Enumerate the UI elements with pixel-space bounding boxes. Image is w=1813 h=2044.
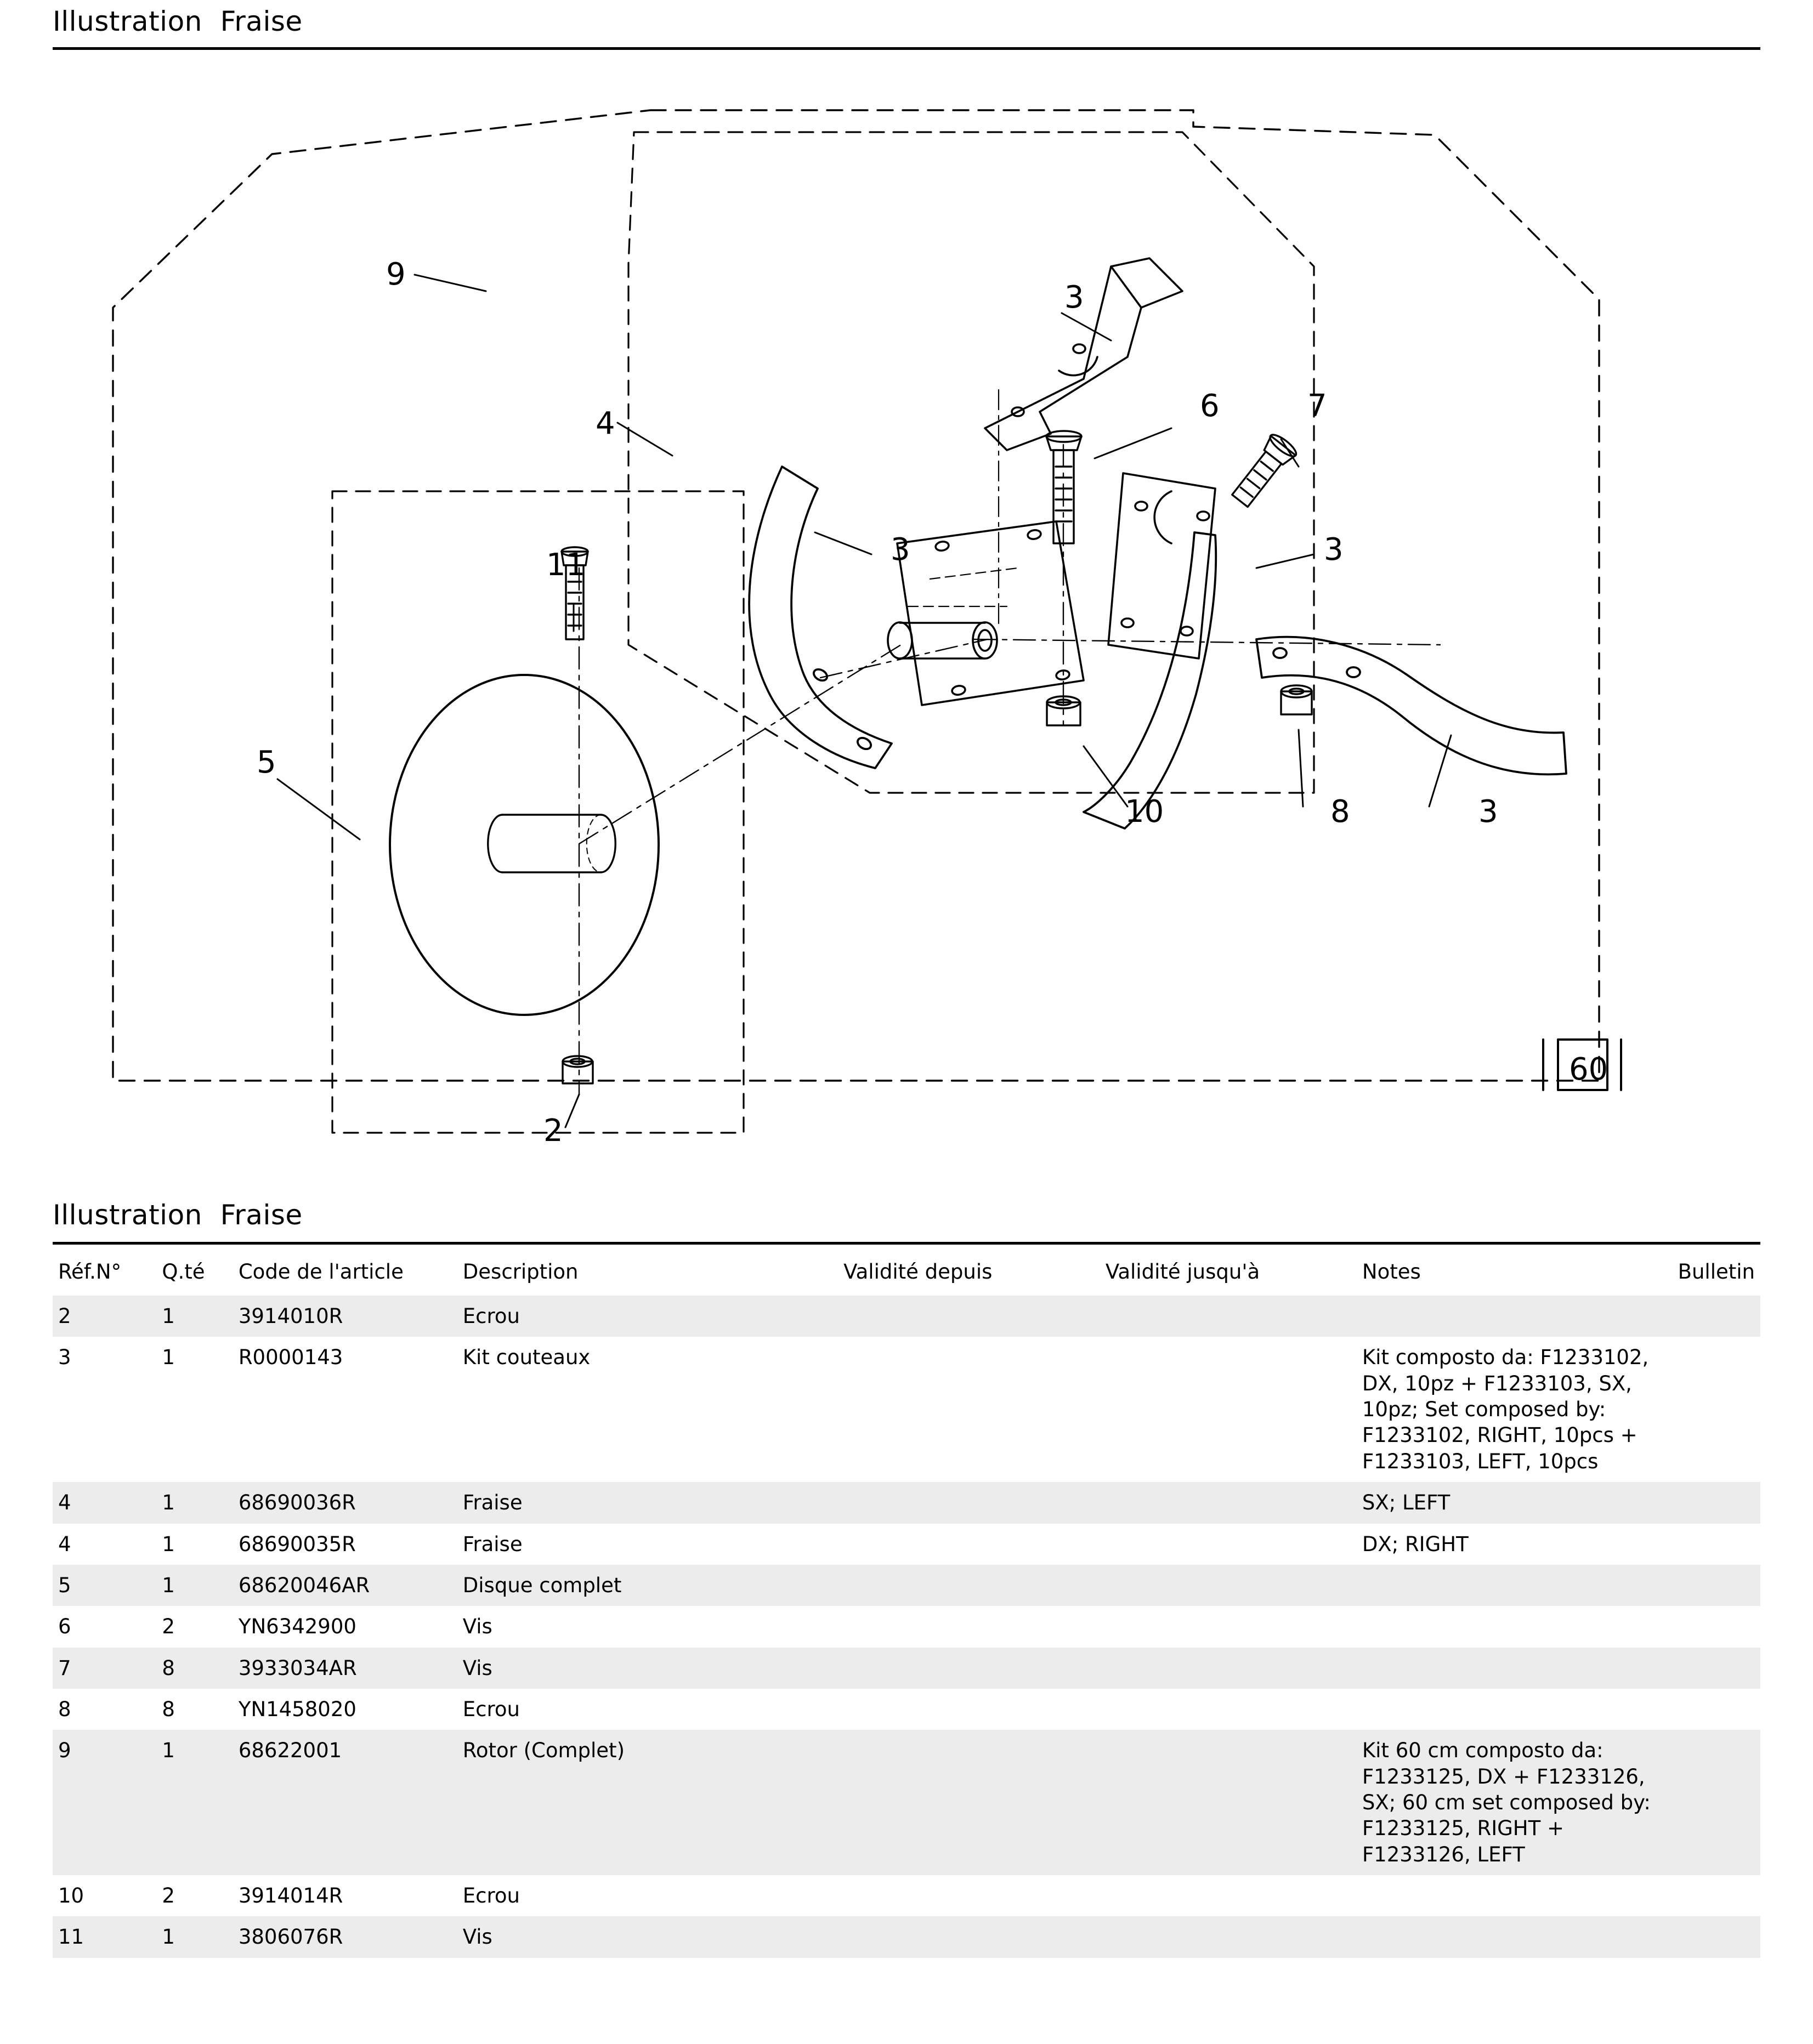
cell-bulletin	[1673, 1606, 1760, 1647]
cell-notes: Kit 60 cm composto da: F1233125, DX + F1233126, SX; 60 cm set composed by: F1233125, RIGHT + F1233126, LEFT	[1357, 1730, 1673, 1875]
table-row	[53, 1875, 1760, 1916]
cell-code: 68690036R	[233, 1482, 457, 1523]
header-valid-from: Validité depuis	[843, 1260, 993, 1284]
cell-qty: 1	[162, 1345, 175, 1370]
header-qty: Q.té	[162, 1260, 205, 1284]
cell-bulletin	[1673, 1648, 1760, 1689]
cell-notes	[1357, 1916, 1673, 1957]
cell-qty: 1	[162, 1532, 175, 1556]
cell-notes	[1357, 1565, 1673, 1606]
table-row	[53, 1524, 1760, 1565]
callout-8: 8	[1330, 794, 1350, 830]
cell-valid-from	[838, 1524, 1100, 1565]
callout-4: 4	[596, 406, 615, 441]
cell-valid-to	[1100, 1524, 1357, 1565]
header-code: Code de l'article	[238, 1260, 404, 1284]
cell-qty: 1	[156, 1916, 233, 1957]
cell-code: YN6342900	[238, 1615, 356, 1639]
table-row	[53, 1648, 1760, 1689]
cell-code: 3806076R	[233, 1916, 457, 1957]
cell-description: Ecrou	[457, 1296, 838, 1337]
table-row	[53, 1689, 1760, 1730]
cell-description: Vis	[457, 1916, 838, 1957]
callout-11: 11	[546, 547, 586, 583]
callout-10: 10	[1125, 794, 1164, 830]
cell-bulletin	[1673, 1296, 1760, 1337]
cell-bulletin	[1673, 1916, 1760, 1957]
cell-valid-from	[838, 1482, 1100, 1523]
cell-ref: 3	[58, 1345, 71, 1370]
cell-valid-from	[838, 1730, 1100, 1875]
cell-ref: 10	[58, 1884, 84, 1908]
cell-valid-to	[1100, 1689, 1357, 1730]
table-row	[53, 1565, 1760, 1606]
cell-valid-to	[1100, 1296, 1357, 1337]
page-badge-number: 60	[1569, 1052, 1608, 1087]
cell-notes	[1357, 1296, 1673, 1337]
cell-qty: 2	[162, 1884, 175, 1908]
table-row	[53, 1730, 1760, 1875]
title-rule-bottom	[53, 1242, 1760, 1245]
header-bulletin: Bulletin	[1678, 1260, 1755, 1284]
cell-valid-to	[1100, 1482, 1357, 1523]
cell-ref: 11	[53, 1916, 156, 1957]
cell-ref: 4	[53, 1482, 156, 1523]
cell-description: Vis	[462, 1615, 492, 1639]
header-valid-to: Validité jusqu'à	[1105, 1260, 1260, 1284]
cell-code: R0000143	[238, 1345, 343, 1370]
cell-qty: 8	[162, 1697, 175, 1721]
cell-valid-to	[1100, 1648, 1357, 1689]
parts-table-body	[53, 1296, 1760, 1958]
cell-qty: 2	[162, 1615, 175, 1639]
cell-valid-from	[838, 1296, 1100, 1337]
parts-table	[53, 1250, 1760, 1958]
callout-7: 7	[1307, 388, 1327, 424]
cell-code: YN1458020	[238, 1697, 356, 1721]
cell-qty: 1	[156, 1482, 233, 1523]
cell-valid-to	[1100, 1606, 1357, 1647]
cell-valid-from	[838, 1606, 1100, 1647]
table-row	[53, 1482, 1760, 1523]
cell-ref: 4	[58, 1532, 71, 1556]
table-row	[53, 1337, 1760, 1482]
callout-3a: 3	[1064, 280, 1084, 315]
callout-2: 2	[543, 1113, 563, 1149]
cell-qty: 1	[156, 1296, 233, 1337]
cell-ref: 9	[53, 1730, 156, 1875]
cell-description: Vis	[457, 1648, 838, 1689]
callout-5: 5	[257, 745, 276, 780]
callout-3d: 3	[1478, 794, 1498, 830]
cell-notes	[1357, 1689, 1673, 1730]
cell-ref: 6	[58, 1615, 71, 1639]
cell-code: 68690035R	[238, 1532, 356, 1556]
cell-description: Ecrou	[462, 1884, 520, 1908]
cell-valid-to	[1100, 1337, 1357, 1482]
cell-qty: 8	[156, 1648, 233, 1689]
page-title-top: Illustration Fraise	[53, 5, 303, 37]
cell-description: Ecrou	[462, 1697, 520, 1721]
cell-bulletin	[1673, 1730, 1760, 1875]
cell-ref: 7	[53, 1648, 156, 1689]
cell-description: Disque complet	[457, 1565, 838, 1606]
cell-description: Kit couteaux	[462, 1345, 591, 1370]
cell-bulletin	[1673, 1565, 1760, 1606]
cell-code: 3914010R	[233, 1296, 457, 1337]
cell-valid-from	[838, 1689, 1100, 1730]
table-row	[53, 1606, 1760, 1647]
cell-bulletin	[1673, 1524, 1760, 1565]
cell-valid-to	[1100, 1916, 1357, 1957]
header-notes: Notes	[1362, 1260, 1421, 1284]
callout-9: 9	[386, 257, 406, 292]
cell-bulletin	[1673, 1337, 1760, 1482]
cell-qty: 1	[156, 1730, 233, 1875]
cell-bulletin	[1673, 1875, 1760, 1916]
cell-notes: DX; RIGHT	[1362, 1532, 1469, 1556]
cell-notes	[1357, 1606, 1673, 1647]
cell-valid-from	[838, 1337, 1100, 1482]
cell-valid-to	[1100, 1730, 1357, 1875]
cell-valid-from	[838, 1916, 1100, 1957]
table-row	[53, 1916, 1760, 1957]
cell-valid-from	[838, 1648, 1100, 1689]
cell-notes	[1357, 1875, 1673, 1916]
cell-bulletin	[1673, 1482, 1760, 1523]
callout-3c: 3	[1324, 532, 1344, 567]
cell-qty: 1	[156, 1565, 233, 1606]
cell-description: Fraise	[457, 1482, 838, 1523]
cell-ref: 5	[53, 1565, 156, 1606]
exploded-view-illustration	[53, 50, 1760, 1196]
cell-code: 68620046AR	[233, 1565, 457, 1606]
cell-valid-from	[838, 1875, 1100, 1916]
header-description: Description	[462, 1260, 579, 1284]
cell-valid-to	[1100, 1875, 1357, 1916]
cell-ref: 2	[53, 1296, 156, 1337]
table-row	[53, 1296, 1760, 1337]
cell-notes: Kit composto da: F1233102, DX, 10pz + F1233103, SX, 10pz; Set composed by: F1233102, RIGHT, 10pcs + F1233103, LEFT, 10pcs	[1362, 1345, 1649, 1473]
callout-3b: 3	[891, 532, 910, 567]
cell-valid-to	[1100, 1565, 1357, 1606]
cell-bulletin	[1673, 1689, 1760, 1730]
cell-description: Fraise	[462, 1532, 523, 1556]
cell-code: 68622001	[233, 1730, 457, 1875]
cell-code: 3914014R	[238, 1884, 343, 1908]
table-header-row	[53, 1250, 1760, 1296]
cell-description: Rotor (Complet)	[457, 1730, 838, 1875]
page-title-bottom: Illustration Fraise	[53, 1199, 303, 1231]
cell-valid-from	[838, 1565, 1100, 1606]
cell-code: 3933034AR	[233, 1648, 457, 1689]
cell-notes	[1357, 1648, 1673, 1689]
callout-6: 6	[1200, 388, 1220, 424]
header-ref: Réf.N°	[58, 1260, 122, 1284]
cell-ref: 8	[58, 1697, 71, 1721]
cell-notes: SX; LEFT	[1357, 1482, 1673, 1523]
